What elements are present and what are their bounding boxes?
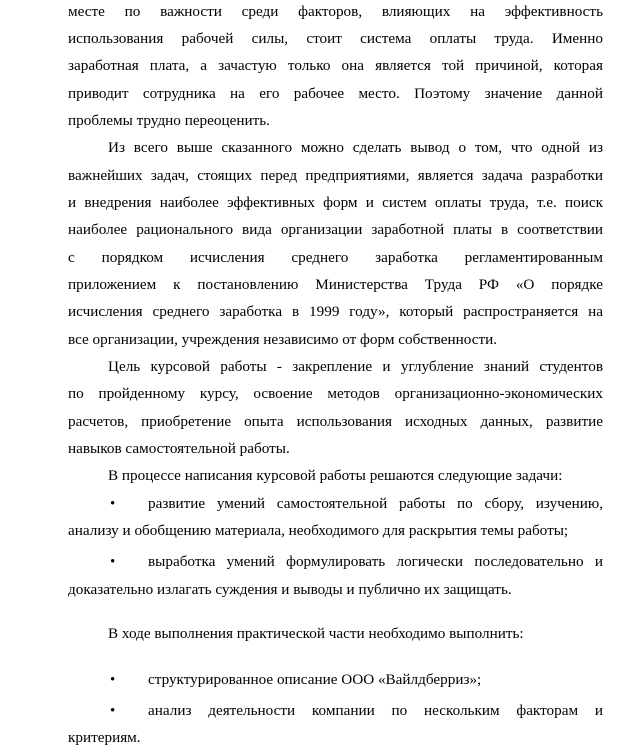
practical-intro: В ходе выполнения практической части необходимо выполнить:	[108, 625, 524, 642]
paragraph-2-line-2: важнейших задач, стоящих перед предприятиями, является задача разработки	[68, 167, 603, 184]
bullet-icon: •	[110, 554, 116, 570]
paragraph-2-line-5: с порядком исчисления среднего заработка регламентированным	[68, 249, 603, 266]
paragraph-1-line-5: проблемы трудно переоценить.	[68, 112, 270, 129]
paragraph-2-line-6: приложением к постановлению Министерства Труда РФ «О порядке	[68, 276, 603, 293]
paragraph-4-line-1: В процессе написания курсовой работы решаются следующие задачи:	[108, 467, 563, 484]
bullet-icon: •	[110, 672, 116, 688]
paragraph-3-line-3: расчетов, приобретение опыта использования исходных данных, развитие	[68, 413, 603, 430]
tasks-item-1-line-2: анализу и обобщению материала, необходимого для раскрытия темы работы;	[68, 522, 569, 539]
paragraph-3-line-1: Цель курсовой работы - закрепление и углубление знаний студентов	[108, 358, 603, 375]
paragraph-2-line-7: исчисления среднего заработка в 1999 году», который распространяется на	[68, 303, 603, 320]
paragraph-1-line-1: месте по важности среди факторов, влияющих на эффективность	[68, 3, 603, 20]
paragraph-2-line-8: все организации, учреждения независимо от форм собственности.	[68, 331, 498, 348]
bullet-icon: •	[110, 496, 116, 512]
bullet-icon: •	[110, 703, 116, 719]
tasks-item-1-line-1: развитие умений самостоятельной работы по сбору, изучению,	[148, 495, 603, 512]
practical-item-2-line-2: критериям.	[68, 729, 141, 746]
practical-item-2-line-1: анализ деятельности компании по нескольким факторам и	[148, 702, 603, 719]
paragraph-1-line-4: приводит сотрудника на его рабочее место. Поэтому значение данной	[68, 85, 603, 102]
paragraph-1-line-2: использования рабочей силы, стоит система оплаты труда. Именно	[68, 30, 603, 47]
paragraph-1-line-3: заработная плата, а зачастую только она является той причиной, которая	[68, 57, 603, 74]
tasks-item-2-line-1: выработка умений формулировать логически последовательно и	[148, 553, 603, 570]
paragraph-3-line-4: навыков самостоятельной работы.	[68, 440, 290, 457]
practical-item-1-line-1: структурированное описание ООО «Вайлдберриз»;	[148, 671, 482, 688]
paragraph-2-line-3: и внедрения наиболее эффективных форм и систем оплаты труда, т.е. поиск	[68, 194, 603, 211]
paragraph-2-line-4: наиболее рационального вида организации заработной платы в соответствии	[68, 221, 603, 238]
paragraph-3-line-2: по пройденному курсу, освоение методов организационно-экономических	[68, 385, 603, 402]
paragraph-2-line-1: Из всего выше сказанного можно сделать вывод о том, что одной из	[108, 139, 603, 156]
tasks-item-2-line-2: доказательно излагать суждения и выводы и публично их защищать.	[68, 581, 512, 598]
